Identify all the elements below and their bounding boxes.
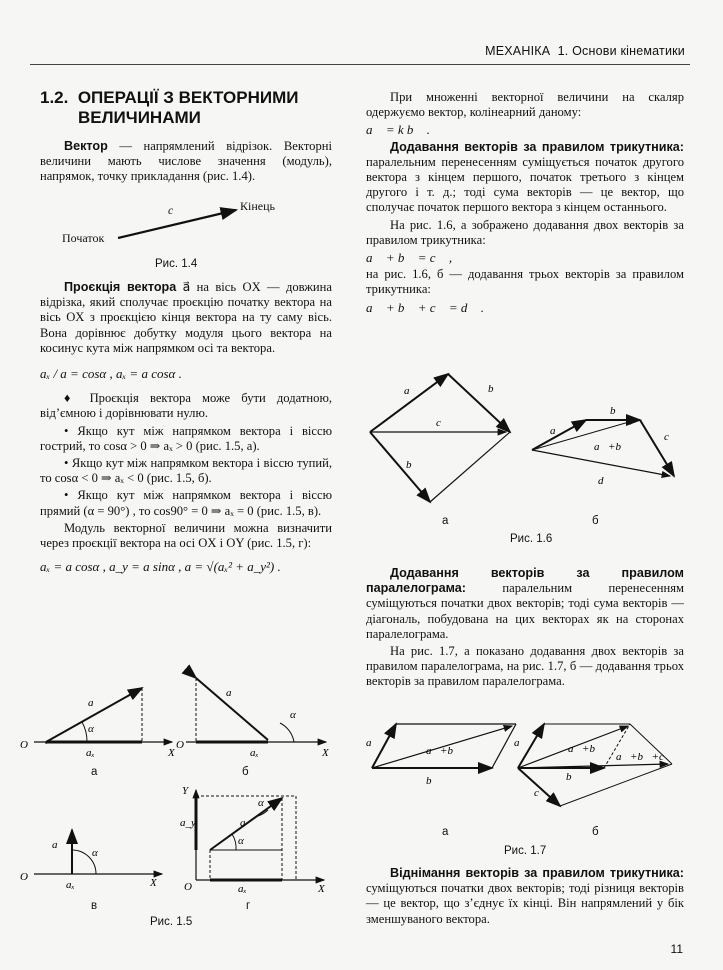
fig15a-O: O: [20, 739, 28, 751]
bullet-right: Якщо кут між напрямком вектора і віссю прямий (α = 90°) , то cos90° = 0 ⇒ aₓ = 0 (рис. 1.5, в).: [40, 488, 333, 518]
fig15g-O: O: [184, 881, 192, 893]
fig16-text-1: На рис. 1.6, а зображено додавання двох векторів за правилом трикутника:: [366, 217, 684, 247]
fig15a-ax: aₓ: [86, 747, 95, 759]
header-rule: [30, 64, 690, 65]
fig15g-ay: a_y: [180, 817, 196, 829]
fig15v-letter: в: [91, 900, 98, 912]
fig14-end: Кінець: [240, 199, 275, 213]
fig16a-b2: b⃗: [406, 459, 421, 471]
term-subtraction: Віднімання векторів за правилом трикутника:: [390, 866, 684, 880]
fig14-caption: Рис. 1.4: [155, 258, 198, 270]
fig15a-vec: a⃗: [88, 697, 103, 709]
triangle-def-text: паралельним перенесенням суміщується початок другого вектора з кінцем першого, початок третього з кінцем другого і т. д.; тоді сума векторів — це вектор, що сполучає початок першого вектора з кінцем останнього.: [366, 154, 684, 215]
fig17a-b: b⃗: [426, 775, 441, 787]
vector-definition: [40, 139, 332, 187]
projection-definition: Проєкція вектора a⃗ на вісь OX — довжина відрізка, який сполучає проєкцію початку вектора на вісь OX з проєкцією кінця вектора на ту саму вісь. Вона дорівнює добутку модуля цього вектора на косинус кута між напрямком осі та вектора. aₓ / a = cosα , aₓ = a cosα . ♦ Проєкція вектора може бути додатною, від’ємною і дорівнювати нулю. • Якщо кут між напрямком вектора і віссю гострий, то cosα > 0 ⇒ aₓ > 0 (рис. 1.5, а). • Якщо кут між напрямком вектора і віссю тупий, то cosα < 0 ⇒ aₓ < 0 (рис. 1.5, б). • Якщо кут між напрямком вектора і віссю прямий (α = 90°) , то cos90° = 0 ⇒ aₓ = 0 (рис. 1.5, в). Модуль векторної величини можна визначити через проєкції вектора на осі OX і OY (рис. 1.5, г): aₓ = a cosα , a_y = a sinα , a = √(aₓ² + a_y²) .: [40, 280, 333, 575]
fig15b-vec: a⃗: [226, 687, 241, 699]
fig15v-O: O: [20, 871, 28, 883]
fig15a-alpha: α: [88, 723, 94, 735]
fig15b-ax: aₓ: [250, 747, 259, 759]
fig16b-c: c⃗: [664, 431, 678, 443]
fig17-caption: Рис. 1.7: [504, 845, 547, 857]
section-number: 1.2.: [40, 88, 69, 107]
figure-1-5-a: [20, 668, 182, 759]
title-line-2: ВЕЛИЧИНАМИ: [78, 108, 201, 127]
figure-1-6-b: [528, 398, 688, 498]
right-column-mid: [366, 566, 684, 692]
fig16-text-2: на рис. 1.6, б — додавання трьох векторів за правилом трикутника:: [366, 267, 684, 297]
page-number: 11: [670, 942, 683, 956]
fig16b-a: a⃗: [550, 425, 565, 437]
bullet-obtuse: Якщо кут між напрямком вектора і віссю тупий, то cosα < 0 ⇒ aₓ < 0 (рис. 1.5, б).: [40, 456, 332, 486]
formula-three-vectors: a⃗ + b⃗ + c⃗ = d⃗ .: [366, 299, 485, 315]
fig17b-b: b⃗: [566, 771, 581, 783]
fig16a-c: c⃗: [436, 417, 450, 429]
fig17-text: На рис. 1.7, а показано додавання двох векторів за правилом паралелограма, на рис. 1.7, б — додавання трьох векторів за правилом паралелограма.: [366, 644, 684, 689]
fig15g-vec: a⃗: [240, 817, 255, 829]
fig16b-ab: a⃗+b⃗: [594, 441, 630, 453]
running-header: [485, 44, 685, 58]
fig15g-ax: aₓ: [238, 883, 247, 895]
title-line-1: ОПЕРАЦІЇ З ВЕКТОРНИМИ: [77, 88, 299, 107]
parallelogram-def-text: паралельним перенесенням суміщуються початки двох векторів; тоді сума векторів — діагональ, побудована на цих векторах як на сторонах паралелограма.: [366, 581, 684, 641]
term-vector: Вектор: [64, 139, 108, 153]
fig14-start: Початок: [62, 231, 105, 245]
fig15g-Y: Y: [182, 785, 189, 797]
term-parallelogram: Додавання векторів за правилом паралелограма:: [366, 566, 684, 596]
fig15b-X: X: [322, 747, 329, 759]
fig17b-letter: б: [592, 826, 599, 838]
fig16b-d: d⃗: [598, 475, 613, 487]
fig16-caption: Рис. 1.6: [510, 533, 553, 545]
fig15b-letter: б: [242, 766, 249, 778]
fig14-vector-label: c⃗: [168, 205, 183, 217]
section-title: [40, 88, 298, 128]
header-chapter: 1. Основи кінематики: [557, 44, 685, 58]
projection-def-text: a⃗ на вісь OX — довжина відрізка, який сполучає проєкцію початку вектора на вісь OX з проєкцією кінця вектора на ту саму вісь. Вона дорівнює добутку модуля цього вектора на косинус кута між напрямком осі та вектора.: [40, 280, 333, 355]
formula-two-vectors: a⃗ + b⃗ = c⃗ ,: [366, 250, 453, 266]
fig15-caption: Рис. 1.5: [150, 916, 193, 928]
fig15v-vec: a⃗: [52, 839, 67, 851]
formula-projection: aₓ / a = cosα , aₓ = a cosα .: [40, 366, 182, 382]
fig16a-b: b⃗: [488, 383, 503, 395]
fig16b-b: b⃗: [610, 405, 625, 417]
fig16a-letter: а: [442, 515, 449, 527]
fig17a-ab: a⃗+b⃗: [426, 745, 462, 757]
fig16a-a: a⃗: [404, 385, 419, 397]
fig15v-alpha: α: [92, 847, 98, 859]
fig15v-ax: aₓ: [66, 879, 75, 891]
fig15b-alpha: α: [290, 709, 296, 721]
modulus-text: Модуль векторної величини можна визначити через проєкції вектора на осі OX і OY (рис. 1.5, г):: [40, 520, 332, 551]
fig15b-O: O: [176, 739, 184, 751]
right-column-bottom: [366, 866, 684, 929]
fig17a-a: a⃗: [366, 737, 381, 749]
fig15a-letter: а: [91, 766, 98, 778]
vector-def-text: — напрямлений відрізок. Векторні величини мають числове значення (модуль), напрямок, точку прикладання (рис. 1.4).: [40, 139, 332, 184]
fig15v-X: X: [150, 877, 157, 889]
fig16b-letter: б: [592, 515, 599, 527]
fig17b-c: c⃗: [534, 787, 548, 799]
fig15g-alpha2: α: [258, 797, 264, 809]
figure-1-7-b: [512, 716, 687, 812]
figure-1-6-a: [366, 364, 516, 514]
formula-scalar: a⃗ = k b⃗ .: [366, 122, 431, 138]
subtraction-def-text: суміщуються початки двох векторів; тоді різниця векторів — це вектор, що з’єднує їх кінці. Він напрямлений у бік зменшуваного вектора.: [366, 881, 684, 926]
figure-1-7-a: [366, 712, 516, 792]
scalar-text: При множенні векторної величини на скаляр одержуємо вектор, колінеарний даному:: [366, 90, 684, 120]
formula-modulus: aₓ = a cosα , a_y = a sinα , a = √(aₓ² + a_y²) .: [40, 559, 281, 575]
fig17a-letter: а: [442, 826, 449, 838]
figure-1-5-b: [176, 668, 336, 759]
fig15g-letter: г: [246, 900, 251, 912]
term-triangle: Додавання векторів за правилом трикутника:: [390, 139, 684, 154]
projection-note: Проєкція вектора може бути додатною, від’ємною і дорівнювати нулю.: [40, 391, 332, 421]
figure-1-5-v: [20, 820, 182, 891]
right-column-top: [366, 90, 684, 317]
fig17b-a: a⃗: [514, 737, 529, 749]
figure-1-5-g: [180, 784, 338, 895]
bullet-acute: Якщо кут між напрямком вектора і віссю гострий, то cosα > 0 ⇒ aₓ > 0 (рис. 1.5, а).: [40, 423, 333, 453]
term-projection: Проєкція вектора: [64, 280, 177, 294]
fig17b-ab: a⃗+b⃗: [568, 743, 604, 755]
fig17b-abc: a⃗+b⃗+c⃗: [616, 751, 673, 763]
fig15g-alpha: α: [238, 835, 244, 847]
fig15a-X: X: [168, 747, 175, 759]
fig15g-X: X: [318, 883, 325, 895]
header-section: МЕХАНІКА: [485, 44, 551, 58]
